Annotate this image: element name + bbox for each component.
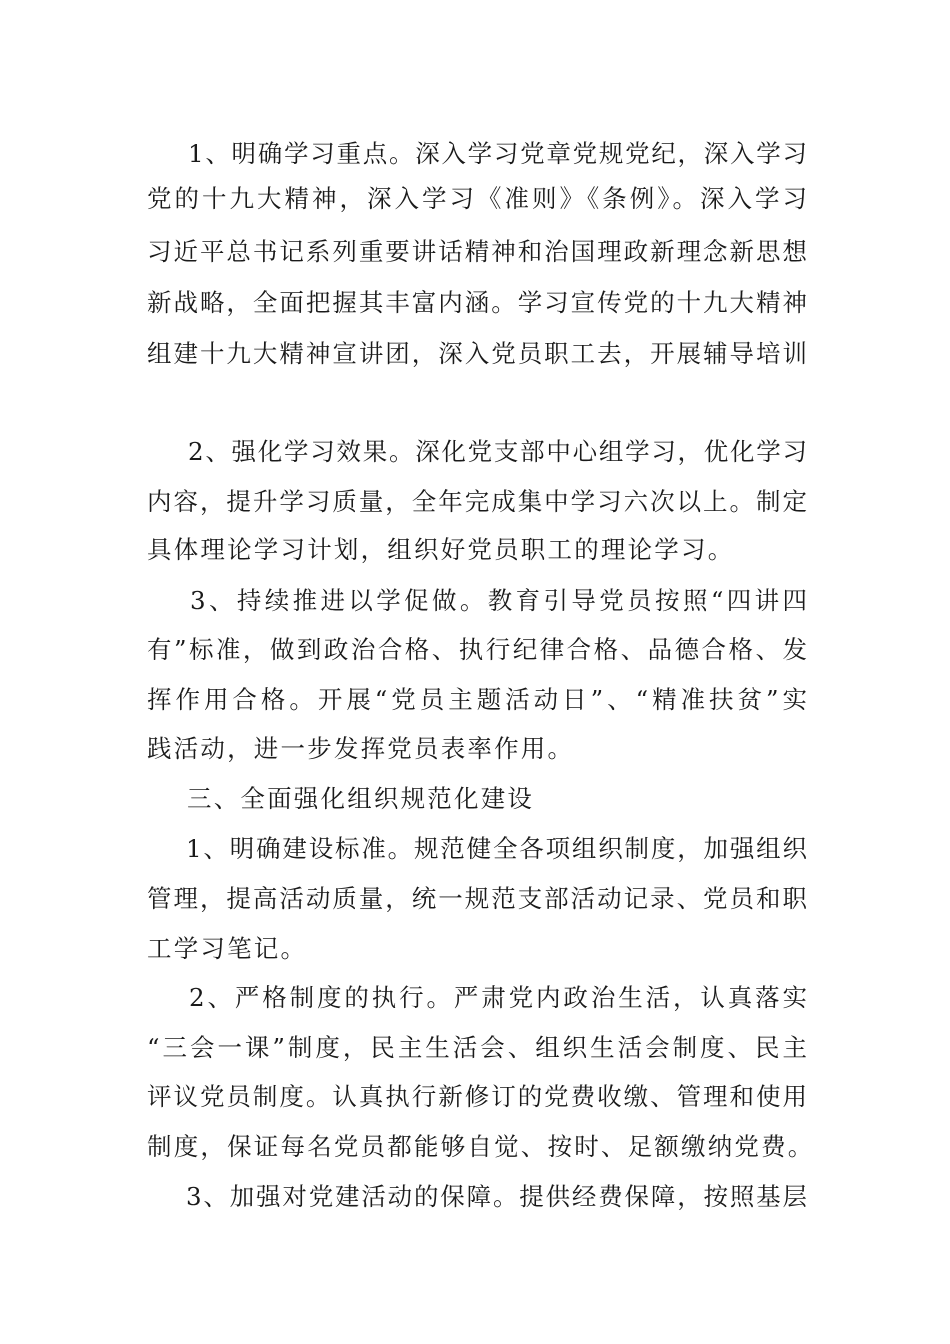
text-line: 具体理论学习计划，组织好党员职工的理论学习。: [147, 535, 735, 564]
text-line: 3、持续推进以学促做。教育引导党员按照“四讲四: [190, 586, 807, 615]
text-line: 践活动，进一步发挥党员表率作用。: [147, 734, 575, 763]
section-heading: 三、全面强化组织规范化建设: [187, 784, 535, 813]
text-line: 3、加强对党建活动的保障。提供经费保障，按照基层: [186, 1182, 807, 1211]
text-line: 内容，提升学习质量，全年完成集中学习六次以上。制定: [147, 487, 807, 516]
text-line: “三会一课”制度，民主生活会、组织生活会制度、民主: [147, 1033, 807, 1062]
text-line: 组建十九大精神宣讲团，深入党员职工去，开展辅导培训: [147, 339, 807, 368]
text-line: 2、强化学习效果。深化党支部中心组学习，优化学习: [188, 437, 807, 466]
text-line: 1、明确学习重点。深入学习党章党规党纪，深入学习: [188, 139, 807, 168]
text-line: 评议党员制度。认真执行新修订的党费收缴、管理和使用: [147, 1082, 807, 1111]
text-line: 习近平总书记系列重要讲话精神和治国理政新理念新思想: [147, 237, 807, 266]
text-line: 新战略，全面把握其丰富内涵。学习宣传党的十九大精神: [147, 288, 807, 317]
text-line: 工学习笔记。: [147, 934, 308, 963]
text-line: 挥作用合格。开展“党员主题活动日”、“精准扶贫”实: [147, 685, 807, 714]
text-line: 管理，提高活动质量，统一规范支部活动记录、党员和职: [147, 884, 807, 913]
text-line: 有”标准，做到政治合格、执行纪律合格、品德合格、发: [147, 635, 807, 664]
text-line: 制度，保证每名党员都能够自觉、按时、足额缴纳党费。: [147, 1132, 815, 1161]
text-line: 2、严格制度的执行。严肃党内政治生活，认真落实: [189, 983, 807, 1012]
text-line: 党的十九大精神，深入学习《准则》《条例》。深入学习: [147, 184, 807, 213]
text-line: 1、明确建设标准。规范健全各项组织制度，加强组织: [186, 834, 807, 863]
